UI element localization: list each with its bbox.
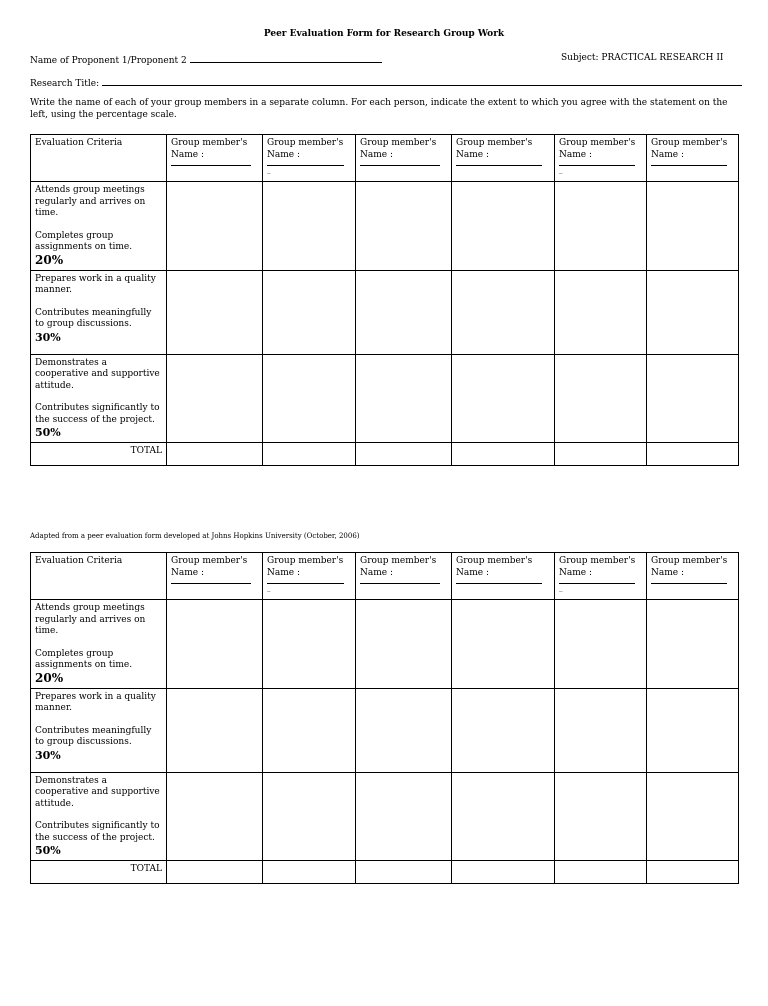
- score-cell[interactable]: [452, 182, 555, 271]
- member-header[interactable]: [356, 135, 452, 182]
- member-header-line1: Group member's: [559, 138, 636, 148]
- score-cell[interactable]: [452, 688, 555, 772]
- criterion-text: Demonstrates a cooperative and supportive attitude.: [35, 775, 160, 809]
- score-cell[interactable]: [167, 600, 263, 689]
- member-header[interactable]: [263, 553, 356, 600]
- member-header[interactable]: [555, 135, 647, 182]
- score-cell[interactable]: [647, 688, 739, 772]
- form-title: Peer Evaluation Form for Research Group Work: [263, 29, 505, 39]
- score-cell[interactable]: [263, 354, 356, 443]
- total-row: [31, 861, 739, 884]
- score-cell[interactable]: [647, 182, 739, 271]
- criteria-row: [31, 354, 739, 443]
- member-header-line2: Name :: [360, 149, 393, 160]
- dash-mark: _: [267, 584, 271, 592]
- total-cell[interactable]: [647, 861, 739, 884]
- criterion-text: Prepares work in a quality manner.: [35, 691, 156, 713]
- member-header-line2: Name :: [171, 567, 204, 578]
- member-header-line2: Name :: [456, 149, 489, 160]
- score-cell[interactable]: [555, 600, 647, 689]
- score-cell[interactable]: [167, 772, 263, 861]
- criterion-text: Completes group assignments on time.: [35, 230, 133, 252]
- evaluation-table-2: [30, 552, 739, 884]
- score-cell[interactable]: [167, 182, 263, 271]
- total-cell[interactable]: [356, 861, 452, 884]
- member-name-line[interactable]: [360, 582, 440, 584]
- criterion-text: Contributes meaningfully to group discussions.: [35, 307, 152, 329]
- member-name-line[interactable]: [171, 582, 251, 584]
- total-cell[interactable]: [452, 861, 555, 884]
- total-cell[interactable]: [452, 443, 555, 466]
- score-cell[interactable]: [555, 688, 647, 772]
- criterion-weight: 30%: [35, 748, 61, 762]
- dash-mark: _: [559, 584, 563, 592]
- member-header-line2: Name :: [267, 567, 300, 578]
- total-cell[interactable]: [555, 443, 647, 466]
- criterion-text: Completes group assignments on time.: [35, 648, 133, 670]
- instructions: Write the name of each of your group members in a separate column. For each person, indicate the extent to which you agree with the statement on the left, using the percentage scale.: [30, 98, 728, 120]
- member-name-line[interactable]: [171, 164, 251, 166]
- score-cell[interactable]: [452, 772, 555, 861]
- score-cell[interactable]: [167, 270, 263, 354]
- proponent-line: [30, 53, 382, 66]
- criteria-cell: [31, 182, 167, 271]
- member-name-line[interactable]: [651, 582, 727, 584]
- credit-note: Adapted from a peer evaluation form developed at Johns Hopkins University (October, 2006): [30, 532, 360, 540]
- member-header-line1: Group member's: [267, 138, 344, 148]
- total-cell[interactable]: [263, 443, 356, 466]
- criteria-cell: [31, 270, 167, 354]
- score-cell[interactable]: [647, 772, 739, 861]
- total-cell[interactable]: [555, 861, 647, 884]
- proponent-label: Name of Proponent 1/Proponent 2: [30, 56, 187, 66]
- research-title-field[interactable]: [102, 76, 742, 86]
- criterion-text: Contributes significantly to the success of the project.: [35, 403, 160, 425]
- total-row: [31, 443, 739, 466]
- member-header-line1: Group member's: [456, 556, 533, 566]
- criterion-weight: 50%: [35, 426, 61, 439]
- total-label: TOTAL: [31, 443, 167, 466]
- member-header-line2: Name :: [267, 149, 300, 160]
- score-cell[interactable]: [356, 182, 452, 271]
- header-row: [31, 135, 739, 182]
- member-header-line2: Name :: [559, 149, 592, 160]
- score-cell[interactable]: [452, 600, 555, 689]
- score-cell[interactable]: [263, 182, 356, 271]
- total-cell[interactable]: [356, 443, 452, 466]
- criteria-header: Evaluation Criteria: [31, 135, 167, 182]
- score-cell[interactable]: [647, 354, 739, 443]
- criterion-text: Demonstrates a cooperative and supportive attitude.: [35, 357, 160, 391]
- score-cell[interactable]: [263, 270, 356, 354]
- member-header[interactable]: [263, 135, 356, 182]
- dash-mark: _: [559, 166, 563, 174]
- dash-mark: _: [267, 166, 271, 174]
- criterion-weight: 20%: [35, 670, 64, 685]
- member-header-line2: Name :: [360, 567, 393, 578]
- member-header-line2: Name :: [171, 149, 204, 160]
- member-header[interactable]: [452, 135, 555, 182]
- criterion-weight: 50%: [35, 844, 61, 857]
- member-header-line1: Group member's: [360, 138, 437, 148]
- criteria-row: [31, 772, 739, 861]
- member-header-line1: Group member's: [360, 556, 437, 566]
- score-cell[interactable]: [356, 354, 452, 443]
- score-cell[interactable]: [356, 600, 452, 689]
- member-name-line[interactable]: [360, 164, 440, 166]
- member-header-line1: Group member's: [456, 138, 533, 148]
- criteria-row: [31, 270, 739, 354]
- member-header-line1: Group member's: [171, 556, 248, 566]
- score-cell[interactable]: [167, 688, 263, 772]
- criteria-cell: [31, 688, 167, 772]
- criterion-text: Attends group meetings regularly and arrives on time.: [35, 603, 146, 636]
- member-header-line2: Name :: [651, 149, 684, 160]
- member-name-line[interactable]: [651, 164, 727, 166]
- score-cell[interactable]: [356, 270, 452, 354]
- member-header[interactable]: [452, 553, 555, 600]
- criteria-row: [31, 600, 739, 689]
- criteria-header: Evaluation Criteria: [31, 553, 167, 600]
- criteria-row: [31, 688, 739, 772]
- member-header[interactable]: [167, 135, 263, 182]
- member-header-line2: Name :: [456, 567, 489, 578]
- total-cell[interactable]: [167, 861, 263, 884]
- criterion-text: Contributes significantly to the success of the project.: [35, 821, 160, 843]
- criterion-weight: 20%: [35, 252, 64, 267]
- member-header-line2: Name :: [559, 567, 592, 578]
- member-header[interactable]: [647, 553, 739, 600]
- score-cell[interactable]: [452, 354, 555, 443]
- total-cell[interactable]: [167, 443, 263, 466]
- total-label: TOTAL: [31, 861, 167, 884]
- member-header-line2: Name :: [651, 567, 684, 578]
- criterion-text: Contributes meaningfully to group discussions.: [35, 725, 152, 747]
- score-cell[interactable]: [555, 182, 647, 271]
- score-cell[interactable]: [555, 354, 647, 443]
- research-title-line: [30, 76, 742, 89]
- score-cell[interactable]: [356, 772, 452, 861]
- score-cell[interactable]: [263, 600, 356, 689]
- score-cell[interactable]: [647, 600, 739, 689]
- score-cell[interactable]: [452, 270, 555, 354]
- header-row: [31, 553, 739, 600]
- member-header-line1: Group member's: [559, 556, 636, 566]
- total-cell[interactable]: [263, 861, 356, 884]
- member-header-line1: Group member's: [651, 556, 728, 566]
- criteria-cell: [31, 354, 167, 443]
- criteria-cell: [31, 772, 167, 861]
- score-cell[interactable]: [263, 772, 356, 861]
- total-cell[interactable]: [647, 443, 739, 466]
- criteria-row: [31, 182, 739, 271]
- criterion-text: Attends group meetings regularly and arrives on time.: [35, 185, 146, 218]
- member-header[interactable]: [555, 553, 647, 600]
- evaluation-table-1: [30, 134, 739, 466]
- score-cell[interactable]: [647, 270, 739, 354]
- member-header-line1: Group member's: [171, 138, 248, 148]
- research-title-label: Research Title:: [30, 79, 100, 89]
- member-name-line[interactable]: [456, 164, 542, 166]
- member-header-line1: Group member's: [651, 138, 728, 148]
- score-cell[interactable]: [555, 772, 647, 861]
- criterion-text: Prepares work in a quality manner.: [35, 273, 156, 295]
- proponent-field[interactable]: [190, 53, 382, 63]
- score-cell[interactable]: [356, 688, 452, 772]
- criterion-weight: 30%: [35, 330, 61, 344]
- score-cell[interactable]: [263, 688, 356, 772]
- member-name-line[interactable]: [456, 582, 542, 584]
- member-header[interactable]: [647, 135, 739, 182]
- criteria-cell: [31, 600, 167, 689]
- member-header[interactable]: [356, 553, 452, 600]
- score-cell[interactable]: [555, 270, 647, 354]
- score-cell[interactable]: [167, 354, 263, 443]
- member-header-line1: Group member's: [267, 556, 344, 566]
- subject-label: Subject: PRACTICAL RESEARCH II: [561, 53, 724, 63]
- member-header[interactable]: [167, 553, 263, 600]
